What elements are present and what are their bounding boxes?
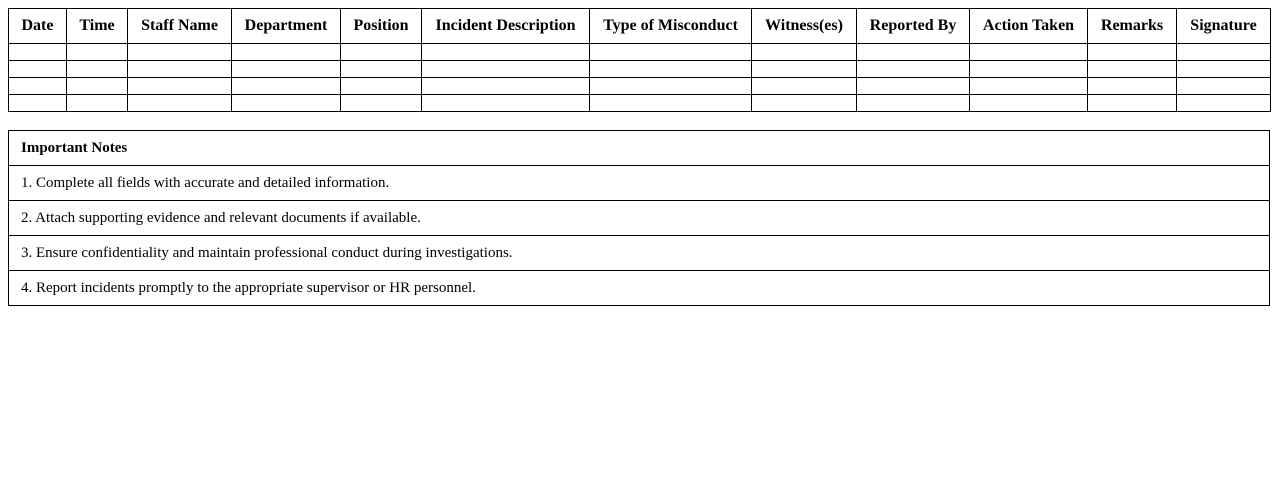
table-cell[interactable] xyxy=(1177,61,1271,78)
table-cell[interactable] xyxy=(341,44,422,61)
table-cell[interactable] xyxy=(128,44,232,61)
table-cell[interactable] xyxy=(128,78,232,95)
table-cell[interactable] xyxy=(590,61,752,78)
column-header-action-taken: Action Taken xyxy=(970,9,1088,44)
note-row xyxy=(9,271,1270,306)
notes-header-row xyxy=(9,131,1270,166)
table-row xyxy=(9,95,1271,112)
table-cell[interactable] xyxy=(590,44,752,61)
table-cell[interactable] xyxy=(422,78,590,95)
table-cell[interactable] xyxy=(857,78,970,95)
table-cell[interactable] xyxy=(1088,44,1177,61)
table-cell[interactable] xyxy=(970,78,1088,95)
column-header-incident-description: Incident Description xyxy=(422,9,590,44)
column-header-department: Department xyxy=(232,9,341,44)
table-cell[interactable] xyxy=(422,95,590,112)
table-cell[interactable] xyxy=(9,78,67,95)
table-cell[interactable] xyxy=(67,44,128,61)
table-cell[interactable] xyxy=(232,61,341,78)
table-cell[interactable] xyxy=(67,61,128,78)
misconduct-log-table xyxy=(8,8,1271,112)
note-row xyxy=(9,166,1270,201)
table-row xyxy=(9,44,1271,61)
table-cell[interactable] xyxy=(590,78,752,95)
table-cell[interactable] xyxy=(232,44,341,61)
table-cell[interactable] xyxy=(1088,61,1177,78)
column-header-time: Time xyxy=(67,9,128,44)
table-cell[interactable] xyxy=(970,44,1088,61)
column-header-reported-by: Reported By xyxy=(857,9,970,44)
column-header-signature: Signature xyxy=(1177,9,1271,44)
table-cell[interactable] xyxy=(752,44,857,61)
column-header-type-of-misconduct: Type of Misconduct xyxy=(590,9,752,44)
table-body xyxy=(9,44,1271,112)
table-cell[interactable] xyxy=(232,78,341,95)
table-cell[interactable] xyxy=(590,95,752,112)
table-cell[interactable] xyxy=(128,61,232,78)
table-cell[interactable] xyxy=(341,78,422,95)
column-header-staff-name: Staff Name xyxy=(128,9,232,44)
note-item-1: 1. Complete all fields with accurate and detailed information. xyxy=(9,166,1270,201)
table-cell[interactable] xyxy=(9,61,67,78)
table-cell[interactable] xyxy=(341,95,422,112)
important-notes-box xyxy=(8,130,1270,306)
table-cell[interactable] xyxy=(970,95,1088,112)
table-cell[interactable] xyxy=(9,95,67,112)
column-header-remarks: Remarks xyxy=(1088,9,1177,44)
table-cell[interactable] xyxy=(67,95,128,112)
table-cell[interactable] xyxy=(67,78,128,95)
table-row xyxy=(9,78,1271,95)
table-cell[interactable] xyxy=(1177,44,1271,61)
table-cell[interactable] xyxy=(1088,78,1177,95)
table-row xyxy=(9,61,1271,78)
table-cell[interactable] xyxy=(232,95,341,112)
table-cell[interactable] xyxy=(9,44,67,61)
table-cell[interactable] xyxy=(857,44,970,61)
table-cell[interactable] xyxy=(1088,95,1177,112)
table-cell[interactable] xyxy=(128,95,232,112)
note-item-4: 4. Report incidents promptly to the appropriate supervisor or HR personnel. xyxy=(9,271,1270,306)
table-cell[interactable] xyxy=(857,61,970,78)
table-cell[interactable] xyxy=(1177,95,1271,112)
table-cell[interactable] xyxy=(752,61,857,78)
table-cell[interactable] xyxy=(752,78,857,95)
note-item-3: 3. Ensure confidentiality and maintain professional conduct during investigations. xyxy=(9,236,1270,271)
note-row xyxy=(9,236,1270,271)
column-header-witnesses: Witness(es) xyxy=(752,9,857,44)
table-cell[interactable] xyxy=(857,95,970,112)
table-cell[interactable] xyxy=(970,61,1088,78)
note-row xyxy=(9,201,1270,236)
notes-title: Important Notes xyxy=(9,131,1270,166)
table-cell[interactable] xyxy=(422,61,590,78)
table-header-row xyxy=(9,9,1271,44)
table-cell[interactable] xyxy=(752,95,857,112)
note-item-2: 2. Attach supporting evidence and relevant documents if available. xyxy=(9,201,1270,236)
column-header-position: Position xyxy=(341,9,422,44)
table-cell[interactable] xyxy=(422,44,590,61)
table-cell[interactable] xyxy=(341,61,422,78)
column-header-date: Date xyxy=(9,9,67,44)
table-cell[interactable] xyxy=(1177,78,1271,95)
